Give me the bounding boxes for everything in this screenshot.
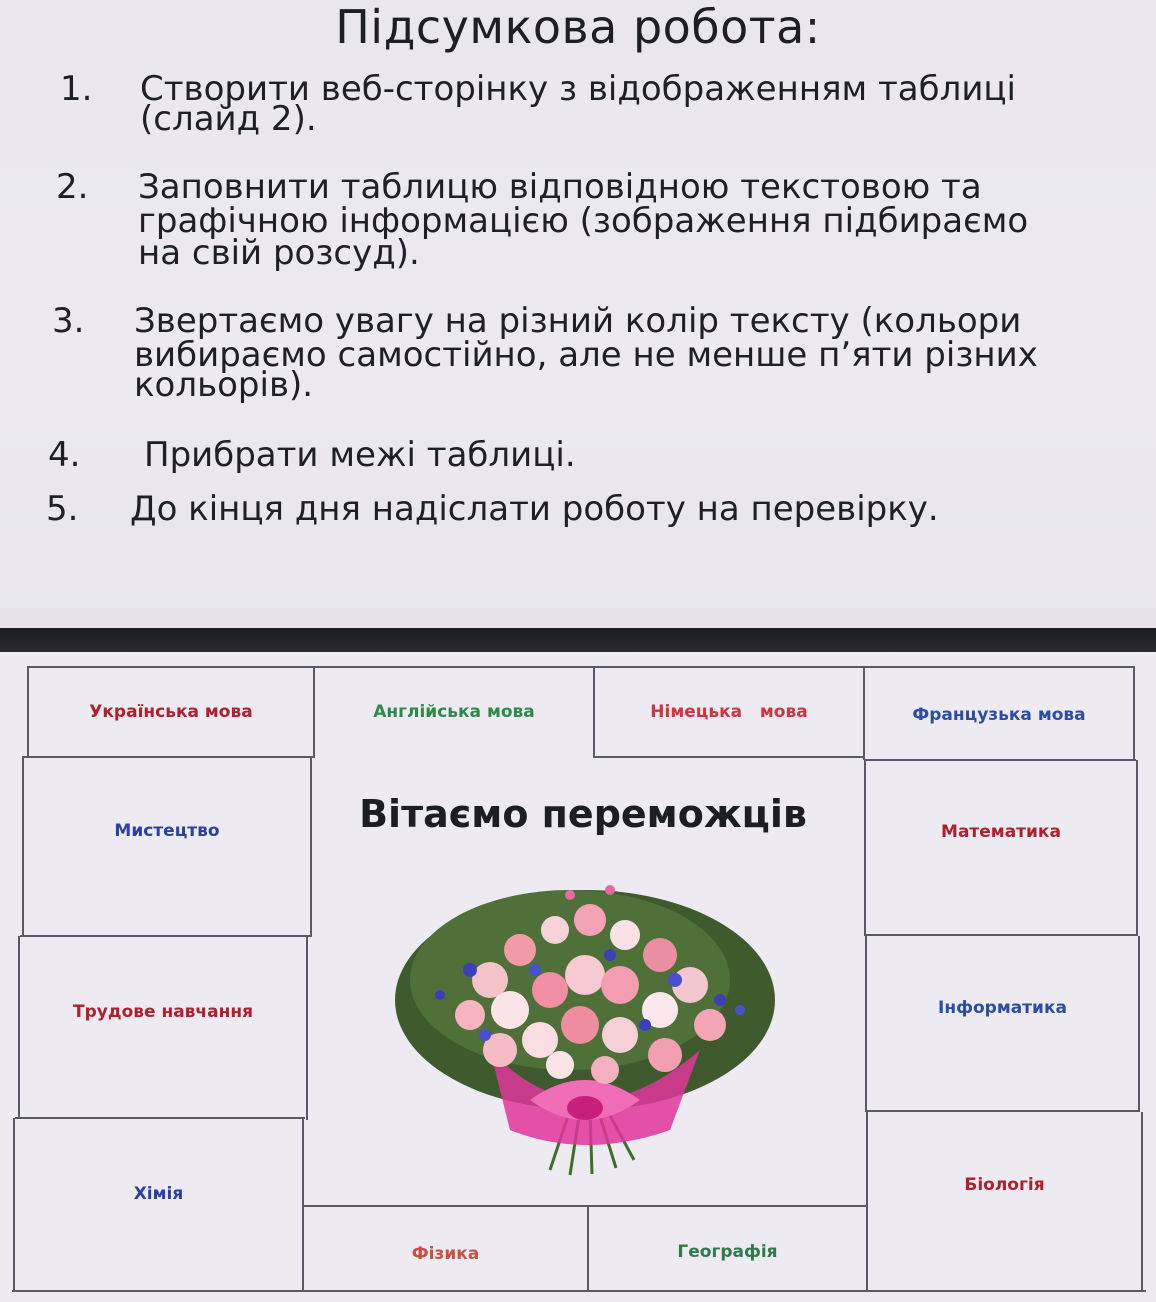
task-item-2 (56, 167, 1146, 280)
cell-informatics (867, 936, 1138, 1080)
task-item-5 (46, 489, 1136, 536)
subject-label: Німецька мова (650, 702, 808, 722)
cell-french (865, 668, 1133, 762)
task-line: графічною інформацією (зображення підбираємо (138, 201, 1029, 241)
subject-label: Інформатика (938, 998, 1067, 1018)
slide-instructions (0, 0, 1156, 628)
slide-title: Підсумкова робота: (335, 0, 821, 54)
cell-chemistry (15, 1119, 302, 1269)
cell-german (595, 668, 863, 756)
subject-label: Фізика (411, 1244, 480, 1264)
task-item-4 (48, 435, 1138, 482)
cell-geography (589, 1207, 866, 1297)
task-number: 3. (52, 301, 85, 341)
task-line: Заповнити таблицю відповідною текстовою та (138, 167, 982, 207)
task-number: 1. (60, 69, 93, 109)
cell-ukrainian (29, 668, 313, 756)
task-item-3 (52, 301, 1142, 424)
cell-biology (868, 1112, 1141, 1258)
cell-physics (304, 1207, 587, 1301)
task-item-1 (60, 69, 1140, 152)
subject-label: Хімія (133, 1184, 184, 1204)
cell-art (24, 758, 310, 904)
cell-labor-training (20, 937, 306, 1087)
cell-math (866, 762, 1136, 902)
subject-label: Трудове навчання (73, 1002, 253, 1022)
task-line: До кінця дня надіслати роботу на перевірку. (130, 489, 939, 529)
task-line: (слайд 2). (140, 99, 317, 139)
task-number: 4. (48, 435, 81, 475)
task-line: кольорів). (134, 365, 314, 405)
task-line: на свій розсуд). (138, 233, 420, 273)
task-line: Звертаємо увагу на різний колір тексту (кольори (134, 301, 1022, 341)
flower-bouquet-image (370, 860, 800, 1180)
screen-divider (0, 628, 1156, 652)
task-line: вибираємо самостійно, але не менше п’яти різних (134, 335, 1038, 375)
subject-label: Українська мова (89, 702, 253, 722)
subject-label: Біологія (964, 1175, 1045, 1195)
subject-label: Англійська мова (373, 702, 535, 722)
task-number: 2. (56, 167, 89, 207)
center-heading: Вітаємо переможців (359, 792, 807, 836)
subject-label: Мистецтво (114, 821, 220, 841)
subject-label: Математика (941, 822, 1061, 842)
subject-label: Географія (677, 1242, 778, 1262)
subject-label: Французька мова (912, 705, 1086, 725)
task-number: 5. (46, 489, 79, 529)
task-line: Прибрати межі таблиці. (144, 435, 576, 475)
cell-english (315, 668, 593, 756)
task-line: Створити веб-сторінку з відображенням таблиці (140, 69, 1016, 109)
